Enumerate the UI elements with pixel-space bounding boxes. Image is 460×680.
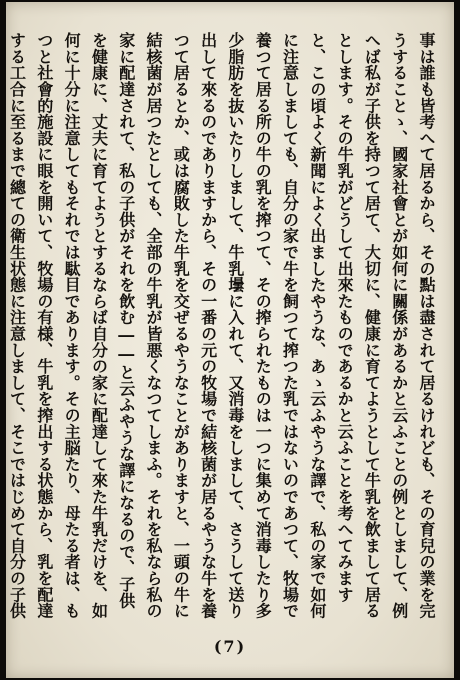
page-number: (7) (213, 637, 247, 656)
vertical-text-block (7, 32, 440, 624)
book-page (6, 2, 454, 678)
paragraph-continued: 事は誰も皆考へて居るから、その點は盡されて居るけれども、その育兒の業を完うすることゝ、國家社會とが如何に關係があるかと云ふことの例としまして、例へば私が子供を持つて居て、大切に、健康に育てようとして牛乳を飲まして居るとします。その牛乳がどうして出來たものであるかと云ふことを考へてみますと、この頃よく新聞によく出ましたやうな、あゝ云ふやうな譯で、私の家で如何に注意しましても、自分の家で牛を飼つて搾つた乳ではないのであつて、牧場で養つて居る所の牛の乳を搾つて、その搾られたものは一つに集めて消毒したり多少脂肪を抜いたりしまして、牛乳壜に入れて、又消毒をしまして、さうして送り出して來るのでありますから、その一番の元の牧場で結核菌が居るやうな牛を養つて居るとか、或は腐敗した牛乳を交ぜるやうなことがありますと、一頭の牛に結核菌が居つたとしても、全部の牛乳が皆悪くなつてしまふ。それを私なら私の家に配達されて、私の子供がそれを飲む――と云ふやうな譯になるので、子供を健康に、丈夫に育てようとするならば自分の家に配達して來た牛乳だけを、如何に十分に注意してもそれでは駄目であります。その主脳たり、母たる者は、もつと社會的施設に眼を開いて、牧場の有様、牛乳を搾出する状態から、乳を配達する工合に至るまで總ての衛生状態に注意しまして、そこではじめて自分の子供 (7, 32, 436, 619)
